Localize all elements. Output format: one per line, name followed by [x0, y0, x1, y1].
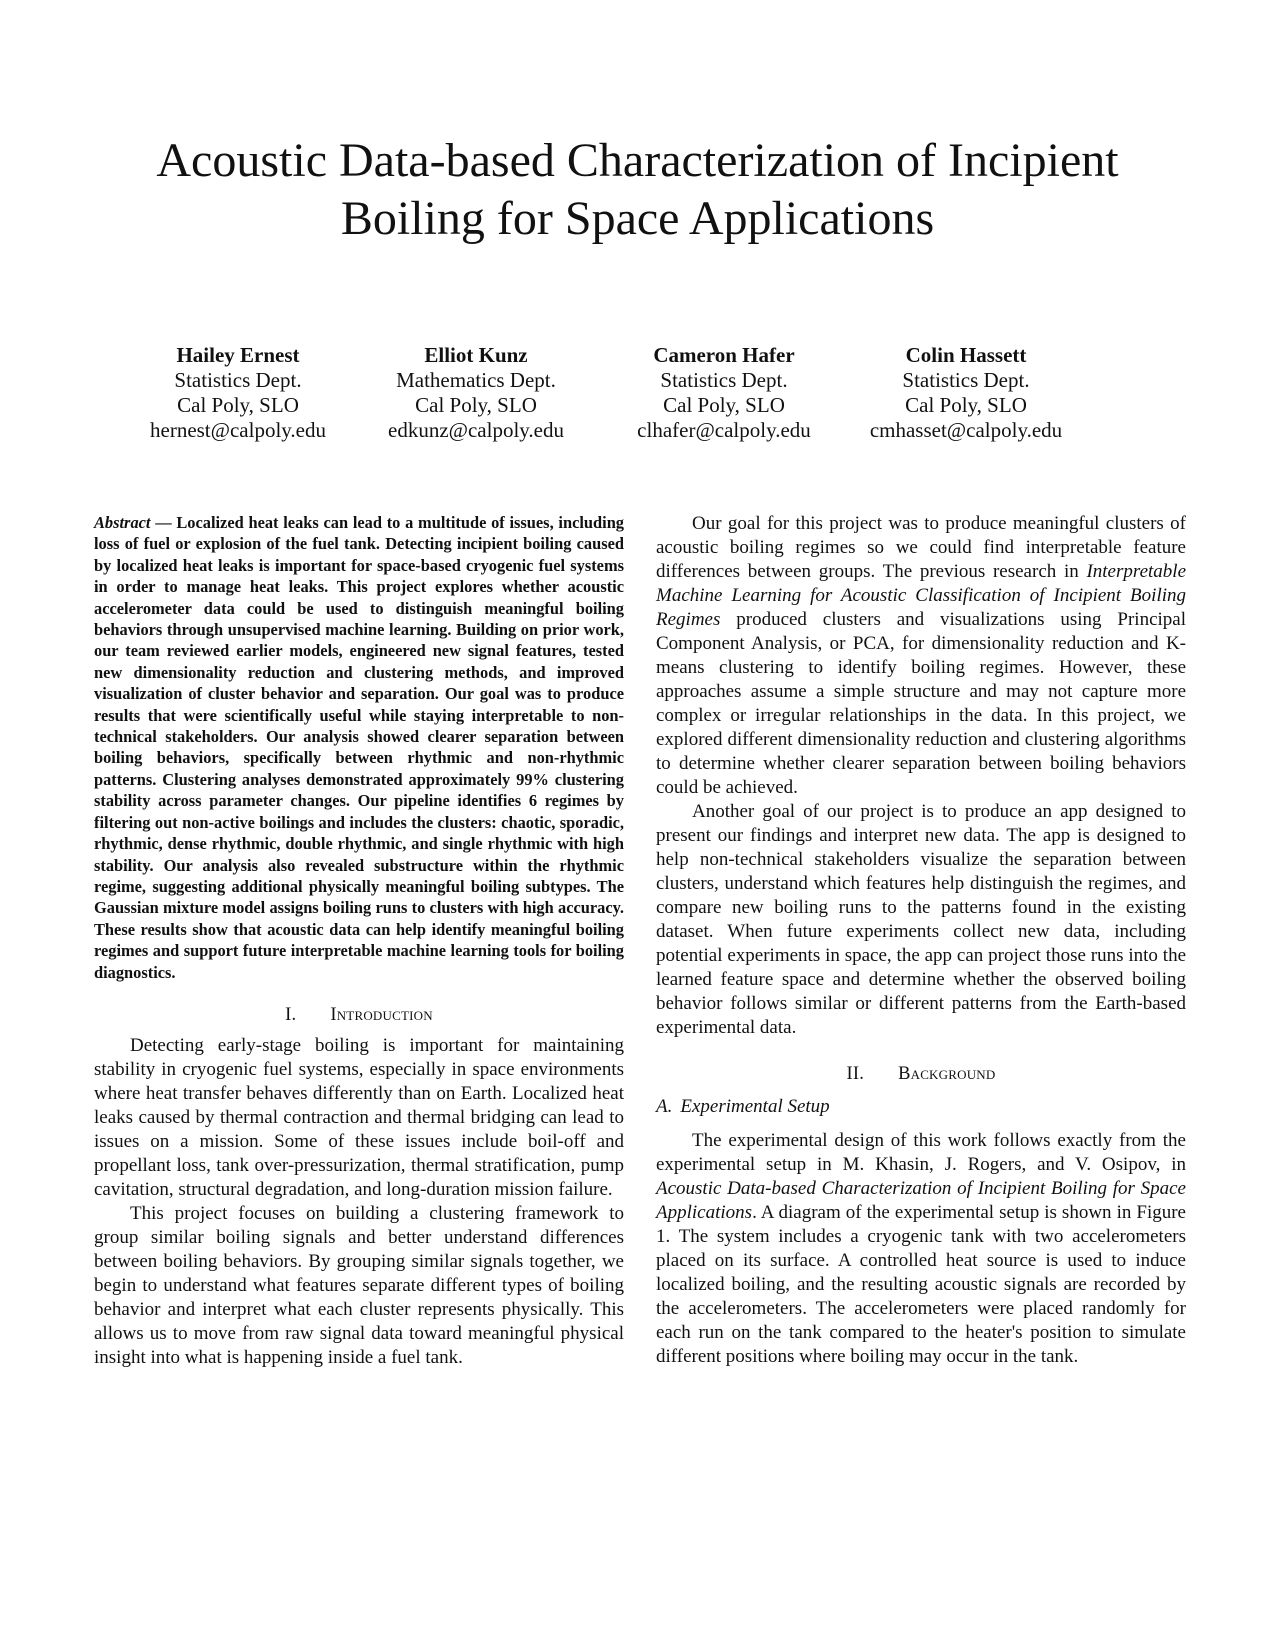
author-school: Cal Poly, SLO	[905, 393, 1027, 417]
author-school: Cal Poly, SLO	[177, 393, 299, 417]
left-column	[94, 512, 624, 1370]
setup-text-start: The experimental design of this work follows exactly from the experimental setup in M. Khasin, J. Rogers, and V. Osipov, in	[656, 1130, 1186, 1175]
author-block	[0, 343, 1275, 453]
goal-paragraph	[656, 512, 1186, 800]
author-email: clhafer@calpoly.edu	[637, 418, 811, 442]
author-dept: Statistics Dept.	[660, 368, 788, 392]
author-name: Colin Hassett	[905, 343, 1027, 367]
author-email: edkunz@calpoly.edu	[388, 418, 564, 442]
author-school: Cal Poly, SLO	[663, 393, 785, 417]
author-4	[836, 343, 1096, 443]
section-heading-background	[656, 1064, 1186, 1085]
section-number: II.	[846, 1064, 865, 1084]
author-name: Cameron Hafer	[653, 343, 795, 367]
author-school: Cal Poly, SLO	[415, 393, 537, 417]
goal-text-start: Our goal for this project was to produce meaningful clusters of acoustic boiling regimes so we could find interpretable feature differences between groups. The previous research in	[656, 513, 1186, 582]
cited-paper-title: Acoustic Data-based Characterization of Incipient Boiling for Space Applications	[656, 1178, 1186, 1223]
author-3	[594, 343, 854, 443]
abstract-text: — Localized heat leaks can lead to a multitude of issues, including loss of fuel or explosion of the fuel tank. Detecting incipient boiling caused by localized heat leaks is important for space-based cryogenic fuel systems in order to manage heat leaks. This project explores whether acoustic accelerometer data could be used to distinguish meaningful boiling behaviors through unsupervised machine learning. Building on prior work, our team reviewed earlier models, engineered new signal features, tested new dimensionality reduction and clustering methods, and improved visualization of cluster behavior and separation. Our goal was to produce results that were scientifically useful while staying interpretable to non-technical stakeholders. Our analysis showed clearer separation between boiling behaviors, specifically between rhythmic and non-rhythmic patterns. Clustering analyses demonstrated approximately 99% clustering stability across parameter changes. Our pipeline identifies 6 regimes by filtering out non-active boilings and includes the clusters: chaotic, sporadic, rhythmic, dense rhythmic, double rhythmic, and single rhythmic with high stability. Our analysis also revealed substructure within the rhythmic regime, suggesting additional physically meaningful boiling subtypes. The Gaussian mixture model assigns boiling runs to clusters with high accuracy. These results show that acoustic data can help identify meaningful boiling regimes and support future interpretable machine learning tools for boiling diagnostics.	[94, 513, 624, 982]
abstract	[94, 512, 624, 983]
author-dept: Statistics Dept.	[902, 368, 1030, 392]
author-dept: Mathematics Dept.	[396, 368, 556, 392]
subsection-heading	[656, 1095, 1186, 1119]
setup-text-end: . A diagram of the experimental setup is shown in Figure 1. The system includes a cryogenic tank with two accelerometers placed on its surface. A controlled heat source is used to induce localized boiling, and the resulting acoustic signals are recorded by the accelerometers. The accelerometers were placed randomly for each run on the tank compared to the heater's position to simulate different positions where boiling may occur in the tank.	[656, 1202, 1186, 1367]
subsection-letter: A.	[656, 1096, 673, 1117]
author-2	[346, 343, 606, 443]
author-email: hernest@calpoly.edu	[150, 418, 326, 442]
section-number: I.	[285, 1004, 297, 1025]
paper-title: Acoustic Data-based Characterization of Incipient Boiling for Space Applications	[156, 134, 1119, 245]
author-name: Elliot Kunz	[424, 343, 528, 367]
author-email: cmhasset@calpoly.edu	[869, 418, 1063, 442]
author-name: Hailey Ernest	[176, 343, 300, 367]
section-title: Introduction	[330, 1004, 433, 1025]
cited-work-title: Interpretable Machine Learning for Acoustic Classification of Incipient Boiling Regimes	[656, 561, 1186, 630]
right-column	[656, 512, 1186, 1369]
author-1	[108, 343, 368, 443]
author-dept: Statistics Dept.	[174, 368, 302, 392]
setup-paragraph	[656, 1129, 1186, 1369]
subsection-title: Experimental Setup	[680, 1096, 830, 1117]
abstract-label: Abstract	[94, 513, 151, 532]
intro-paragraph-1: Detecting early-stage boiling is important for maintaining stability in cryogenic fuel systems, especially in space environments where heat transfer behaves differently than on Earth. Localized heat leaks caused by thermal contraction and thermal bridging can lead to issues on a mission. Some of these issues include boil-off and propellant loss, tank over-pressurization, thermal stratification, pump cavitation, structural degradation, and long-duration mission failure.	[94, 1034, 624, 1200]
section-heading-introduction	[94, 1005, 624, 1026]
app-paragraph: Another goal of our project is to produce an app designed to present our findings and interpret new data. The app is designed to help non-technical stakeholders visualize the separation between clusters, understand which features help distinguish the regimes, and compare new boiling runs to the patterns found in the existing dataset. When future experiments collect new data, including potential experiments in space, the app can project those runs into the learned feature space and determine whether the observed boiling behavior follows similar or different patterns from the Earth-based experimental data.	[656, 801, 1186, 1038]
goal-text-end: produced clusters and visualizations using Principal Component Analysis, or PCA, for dimensionality reduction and K-means clustering to identify boiling regimes. However, these approaches assume a simple structure and may not capture more complex or irregular relationships in the data. In this project, we explored different dimensionality reduction and clustering algorithms to determine whether clearer separation between boiling behaviors could be achieved.	[656, 609, 1186, 798]
intro-paragraph-2: This project focuses on building a clustering framework to group similar boiling signals and better understand differences between boiling behaviors. By grouping similar signals together, we begin to understand what features separate different types of boiling behavior and interpret what each cluster represents physically. This allows us to move from raw signal data toward meaningful physical insight into what is happening inside a fuel tank.	[94, 1202, 624, 1368]
section-title: Background	[898, 1064, 996, 1084]
